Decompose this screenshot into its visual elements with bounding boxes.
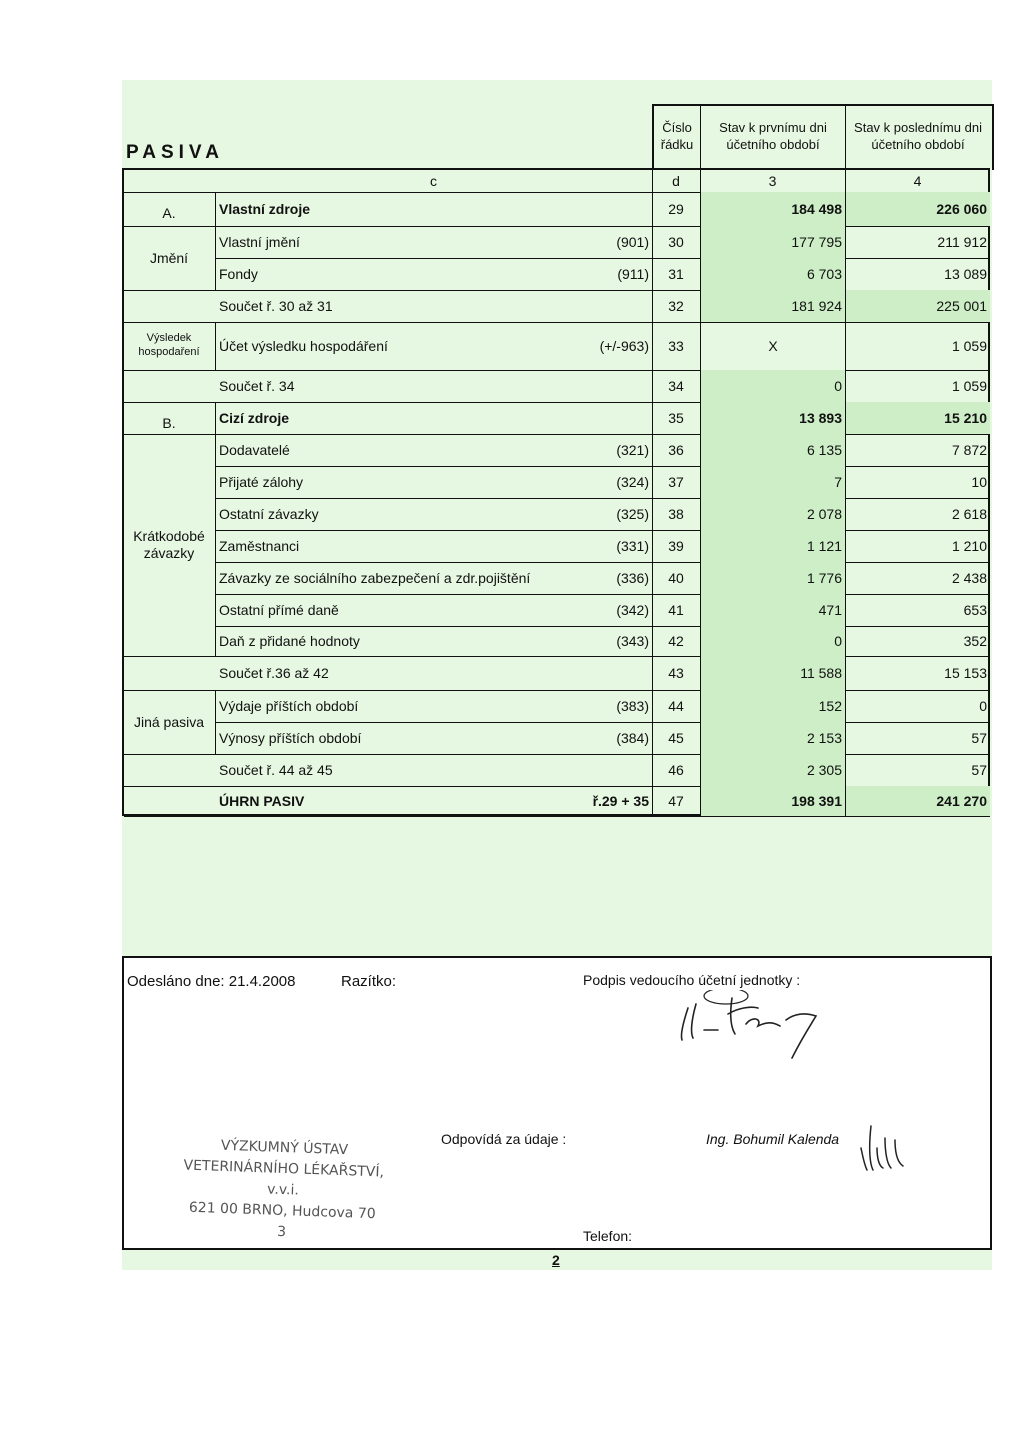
stamp-line-1: VÝZKUMNÝ ÚSTAV <box>220 1137 349 1159</box>
value-start: 6 135 <box>701 434 845 466</box>
row-number: 45 <box>668 730 684 746</box>
value-start: 2 078 <box>701 498 845 530</box>
value-end: 1 210 <box>951 538 987 554</box>
row-label: Součet ř. 34 <box>219 378 295 394</box>
group-jmeni: Jmění <box>149 249 189 266</box>
value-end: 211 912 <box>937 234 987 250</box>
value-end: 2 618 <box>951 506 987 522</box>
table-gridline <box>215 192 216 290</box>
page-title: PASIVA <box>126 142 224 163</box>
row-account: (+/-963) <box>599 338 649 354</box>
header-start-period: Stav k prvnímu dni účetního období <box>719 120 827 152</box>
row-number: 29 <box>668 201 684 217</box>
code-4: 4 <box>913 173 922 189</box>
value-start: 152 <box>701 690 845 722</box>
value-end: 15 210 <box>846 402 990 434</box>
row-number: 40 <box>668 570 684 586</box>
row-label: Zaměstnanci <box>219 538 300 554</box>
row-label: Výdaje příštích období <box>219 698 359 714</box>
row-number: 36 <box>668 442 684 458</box>
value-start: 184 498 <box>701 192 845 226</box>
value-end: 2 438 <box>951 570 987 586</box>
stamp-line-4: 3 <box>276 1223 287 1241</box>
row-label: ÚHRN PASIV <box>219 793 305 809</box>
value-start: 11 588 <box>701 656 845 690</box>
row-account: (911) <box>617 266 649 282</box>
value-end: 352 <box>963 633 987 649</box>
value-start: 0 <box>701 370 845 402</box>
value-start: 1 776 <box>701 562 845 594</box>
institution-stamp <box>166 1134 400 1247</box>
row-number: 30 <box>668 234 684 250</box>
value-end: 241 270 <box>846 786 990 816</box>
row-account: ř.29 + 35 <box>592 793 649 809</box>
row-label: Součet ř.36 až 42 <box>219 665 329 681</box>
row-label: Fondy <box>219 266 258 282</box>
group-kratkodobe: Krátkodobé závazky <box>133 528 205 561</box>
value-end: 1 059 <box>951 338 987 354</box>
row-number: 34 <box>668 378 684 394</box>
row-label: Daň z přidané hodnoty <box>219 633 360 649</box>
table-gridline <box>215 690 216 754</box>
value-end: 0 <box>979 698 987 714</box>
row-account: (901) <box>616 234 649 250</box>
row-label: Dodavatelé <box>219 442 290 458</box>
row-number: 47 <box>668 793 684 809</box>
row-number: 46 <box>668 762 684 778</box>
row-number: 44 <box>668 698 684 714</box>
row-number: 31 <box>668 266 684 282</box>
row-label: Závazky ze sociálního zabezpečení a zdr.pojištění <box>219 570 531 586</box>
value-start: 2 305 <box>701 754 845 786</box>
row-account: (331) <box>616 538 649 554</box>
row-number: 39 <box>668 538 684 554</box>
value-end: 57 <box>971 762 987 778</box>
value-end: 57 <box>971 730 987 746</box>
row-label: Účet výsledku hospodáření <box>219 338 388 354</box>
value-end: 226 060 <box>846 192 990 226</box>
group-jina-pasiva: Jiná pasiva <box>133 713 205 730</box>
row-label: Vlastní zdroje <box>219 201 311 217</box>
value-start: 198 391 <box>701 786 845 816</box>
value-start: 177 795 <box>701 226 845 258</box>
row-number: 43 <box>668 665 684 681</box>
group-vysledek: Výsledek hospodaření <box>138 332 200 358</box>
row-label: Ostatní přímé daně <box>219 602 339 618</box>
stamp-line-2: VETERINÁRNÍHO LÉKAŘSTVÍ, v.v.i. <box>183 1157 385 1199</box>
table-gridline <box>124 816 990 817</box>
code-d: d <box>672 173 680 189</box>
code-3: 3 <box>768 173 777 189</box>
group-a-letter: A. <box>162 204 176 221</box>
row-label: Součet ř. 44 až 45 <box>219 762 333 778</box>
value-start: 1 121 <box>701 530 845 562</box>
row-account: (384) <box>616 730 649 746</box>
row-account: (342) <box>616 602 649 618</box>
row-number: 35 <box>668 410 684 426</box>
header-row-number: Číslo řádku <box>660 120 694 152</box>
row-number: 37 <box>668 474 684 490</box>
row-label: Vlastní jmění <box>219 234 300 250</box>
row-label: Přijaté zálohy <box>219 474 304 490</box>
row-label: Součet ř. 30 až 31 <box>219 298 333 314</box>
row-label: Ostatní závazky <box>219 506 319 522</box>
value-start: 6 703 <box>701 258 845 290</box>
responsible-label: Odpovídá za údaje : <box>441 1131 567 1147</box>
code-c: c <box>430 173 437 189</box>
row-account: (321) <box>616 442 649 458</box>
row-number: 32 <box>668 298 684 314</box>
head-signature-label: Podpis vedoucího účetní jednotky : <box>583 972 801 988</box>
page-number: 2 <box>552 1252 560 1268</box>
row-account: (336) <box>616 570 649 586</box>
phone-label: Telefon: <box>583 1228 633 1244</box>
value-start: 471 <box>701 594 845 626</box>
value-start: 0 <box>701 626 845 656</box>
header-end-period: Stav k poslednímu dni účetního období <box>854 120 982 152</box>
row-label: Výnosy příštích období <box>219 730 362 746</box>
value-end: 225 001 <box>846 290 990 322</box>
table-gridline <box>215 402 216 656</box>
value-end: 13 089 <box>944 266 987 282</box>
value-start: 7 <box>701 466 845 498</box>
value-start: X <box>768 338 778 354</box>
row-account: (325) <box>616 506 649 522</box>
row-number: 41 <box>668 602 684 618</box>
value-end: 7 872 <box>951 442 987 458</box>
row-account: (383) <box>616 698 649 714</box>
row-label: Cizí zdroje <box>219 410 290 426</box>
stamp-label: Razítko: <box>341 973 397 990</box>
row-account: (343) <box>616 633 649 649</box>
responsible-name: Ing. Bohumil Kalenda <box>706 1131 840 1147</box>
table-gridline <box>700 168 701 816</box>
head-signature-image <box>660 990 840 1060</box>
value-start: 2 153 <box>701 722 845 754</box>
group-b-letter: B. <box>162 414 176 431</box>
value-end: 15 153 <box>944 665 987 681</box>
stamp-line-3: 621 00 BRNO, Hudcova 70 <box>188 1199 376 1223</box>
table-gridline <box>215 322 216 370</box>
table-gridline <box>845 168 846 816</box>
value-end: 1 059 <box>951 378 987 394</box>
row-account: (324) <box>616 474 649 490</box>
table-gridline <box>652 168 653 816</box>
row-number: 38 <box>668 506 684 522</box>
responsible-signature-image <box>855 1118 915 1178</box>
sent-date: Odesláno dne: 21.4.2008 <box>127 973 296 990</box>
value-start: 181 924 <box>701 290 845 322</box>
row-number: 42 <box>668 633 684 649</box>
value-start: 13 893 <box>701 402 845 434</box>
row-number: 33 <box>668 338 684 354</box>
value-end: 653 <box>963 602 987 618</box>
value-end: 10 <box>971 474 987 490</box>
